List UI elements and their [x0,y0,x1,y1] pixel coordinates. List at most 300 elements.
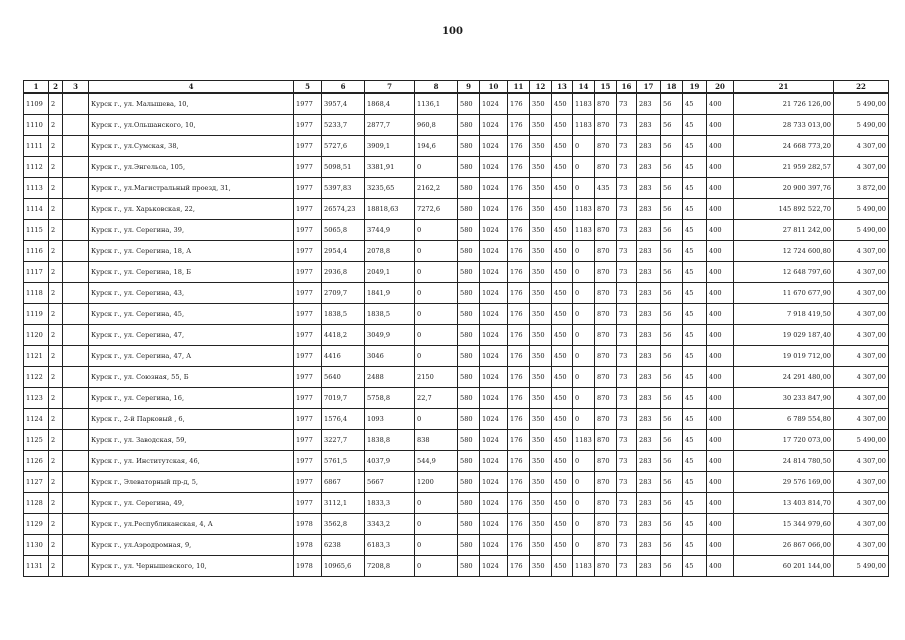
table-cell-col-1: 1126 [24,451,49,472]
table-cell-col-11: 176 [508,199,530,220]
table-cell-col-22: 5 490,00 [834,199,889,220]
table-cell-col-20: 400 [707,472,734,493]
table-cell-col-9: 580 [458,136,480,157]
table-cell-col-13: 450 [552,241,573,262]
table-cell-col-20: 400 [707,199,734,220]
table-cell-col-13: 450 [552,304,573,325]
table-cell-col-17: 283 [637,262,661,283]
table-cell-col-6: 5761,5 [322,451,365,472]
table-row [24,388,889,409]
table-cell-col-4: Курск г., ул. Серегина, 39, [89,220,294,241]
table-cell-col-11: 176 [508,556,530,577]
table-cell-col-15: 870 [595,157,617,178]
table-cell-col-7: 4037,9 [365,451,415,472]
table-cell-col-21: 15 344 979,60 [734,514,834,535]
table-cell-col-9: 580 [458,514,480,535]
table-cell-col-19: 45 [683,115,707,136]
table-cell-col-15: 870 [595,451,617,472]
table-cell-col-3 [63,136,89,157]
table-cell-col-16: 73 [617,199,637,220]
table-cell-col-14: 0 [573,241,595,262]
table-cell-col-18: 56 [661,535,683,556]
table-cell-col-16: 73 [617,451,637,472]
table-cell-col-17: 283 [637,367,661,388]
table-cell-col-12: 350 [530,178,552,199]
column-header-21: 21 [734,81,834,94]
table-cell-col-4: Курск г., ул.Аэродромная, 9, [89,535,294,556]
table-cell-col-17: 283 [637,304,661,325]
table-cell-col-12: 350 [530,241,552,262]
table-cell-col-8: 0 [415,220,458,241]
table-cell-col-4: Курск г., Элеваторный пр-д, 5, [89,472,294,493]
table-cell-col-2: 2 [49,304,63,325]
table-cell-col-5: 1978 [294,535,322,556]
table-cell-col-20: 400 [707,283,734,304]
table-cell-col-14: 0 [573,283,595,304]
table-cell-col-20: 400 [707,451,734,472]
table-cell-col-9: 580 [458,220,480,241]
table-cell-col-19: 45 [683,514,707,535]
table-cell-col-2: 2 [49,409,63,430]
column-header-15: 15 [595,81,617,94]
table-cell-col-15: 870 [595,493,617,514]
table-cell-col-1: 1127 [24,472,49,493]
table-cell-col-7: 1838,5 [365,304,415,325]
table-cell-col-13: 450 [552,93,573,115]
column-header-22: 22 [834,81,889,94]
table-cell-col-5: 1977 [294,409,322,430]
table-row [24,220,889,241]
table-cell-col-2: 2 [49,493,63,514]
table-cell-col-18: 56 [661,136,683,157]
table-cell-col-2: 2 [49,430,63,451]
table-cell-col-1: 1113 [24,178,49,199]
table-cell-col-9: 580 [458,325,480,346]
table-cell-col-13: 450 [552,346,573,367]
table-cell-col-14: 0 [573,325,595,346]
table-cell-col-5: 1977 [294,115,322,136]
table-cell-col-21: 21 959 282,57 [734,157,834,178]
table-cell-col-16: 73 [617,388,637,409]
table-cell-col-8: 544,9 [415,451,458,472]
table-cell-col-15: 870 [595,430,617,451]
table-cell-col-9: 580 [458,199,480,220]
table-cell-col-7: 3235,65 [365,178,415,199]
table-cell-col-4: Курск г., ул. Серегина, 47, А [89,346,294,367]
table-cell-col-6: 6867 [322,472,365,493]
table-cell-col-22: 3 872,00 [834,178,889,199]
table-cell-col-13: 450 [552,388,573,409]
table-cell-col-11: 176 [508,220,530,241]
table-cell-col-18: 56 [661,262,683,283]
table-cell-col-18: 56 [661,493,683,514]
column-header-19: 19 [683,81,707,94]
table-cell-col-15: 870 [595,241,617,262]
table-cell-col-2: 2 [49,262,63,283]
table-cell-col-22: 4 307,00 [834,157,889,178]
table-row [24,346,889,367]
table-cell-col-18: 56 [661,241,683,262]
table-cell-col-4: Курск г., ул. Харьковская, 22, [89,199,294,220]
table-cell-col-12: 350 [530,304,552,325]
table-cell-col-7: 1841,9 [365,283,415,304]
table-cell-col-20: 400 [707,556,734,577]
table-cell-col-11: 176 [508,115,530,136]
table-cell-col-19: 45 [683,367,707,388]
table-cell-col-1: 1115 [24,220,49,241]
table-cell-col-11: 176 [508,325,530,346]
table-cell-col-4: Курск г., ул.Сумская, 38, [89,136,294,157]
table-cell-col-6: 5727,6 [322,136,365,157]
table-cell-col-2: 2 [49,346,63,367]
table-cell-col-18: 56 [661,283,683,304]
table-cell-col-19: 45 [683,178,707,199]
table-cell-col-17: 283 [637,220,661,241]
table-cell-col-13: 450 [552,199,573,220]
table-cell-col-22: 4 307,00 [834,136,889,157]
table-cell-col-20: 400 [707,93,734,115]
table-row [24,556,889,577]
table-cell-col-3 [63,514,89,535]
table-cell-col-20: 400 [707,535,734,556]
table-cell-col-8: 0 [415,346,458,367]
table-cell-col-10: 1024 [480,535,508,556]
table-cell-col-20: 400 [707,241,734,262]
table-cell-col-4: Курск г., ул.Ольшанского, 10, [89,115,294,136]
table-cell-col-5: 1977 [294,451,322,472]
table-cell-col-5: 1977 [294,346,322,367]
table-cell-col-21: 24 814 780,50 [734,451,834,472]
table-cell-col-14: 1183 [573,556,595,577]
table-cell-col-5: 1977 [294,472,322,493]
table-row [24,535,889,556]
table-cell-col-10: 1024 [480,136,508,157]
table-cell-col-8: 0 [415,262,458,283]
table-cell-col-17: 283 [637,241,661,262]
table-cell-col-11: 176 [508,409,530,430]
table-cell-col-9: 580 [458,93,480,115]
table-cell-col-21: 28 733 013,00 [734,115,834,136]
table-cell-col-4: Курск г., ул. Институтская, 46, [89,451,294,472]
table-cell-col-16: 73 [617,493,637,514]
column-header-10: 10 [480,81,508,94]
table-cell-col-8: 960,8 [415,115,458,136]
table-cell-col-12: 350 [530,556,552,577]
table-cell-col-16: 73 [617,157,637,178]
table-cell-col-1: 1130 [24,535,49,556]
table-cell-col-19: 45 [683,157,707,178]
table-cell-col-7: 3744,9 [365,220,415,241]
table-row [24,451,889,472]
table-cell-col-5: 1977 [294,388,322,409]
table-cell-col-18: 56 [661,178,683,199]
table-cell-col-9: 580 [458,178,480,199]
table-cell-col-2: 2 [49,220,63,241]
table-cell-col-14: 0 [573,451,595,472]
table-cell-col-5: 1977 [294,430,322,451]
table-cell-col-13: 450 [552,472,573,493]
column-header-9: 9 [458,81,480,94]
table-cell-col-21: 24 291 480,00 [734,367,834,388]
table-cell-col-10: 1024 [480,451,508,472]
table-cell-col-11: 176 [508,241,530,262]
table-row [24,304,889,325]
table-cell-col-10: 1024 [480,283,508,304]
table-cell-col-3 [63,115,89,136]
table-cell-col-1: 1109 [24,93,49,115]
table-cell-col-17: 283 [637,93,661,115]
table-cell-col-21: 19 019 712,00 [734,346,834,367]
table-cell-col-14: 0 [573,178,595,199]
table-cell-col-1: 1121 [24,346,49,367]
table-cell-col-17: 283 [637,472,661,493]
column-header-14: 14 [573,81,595,94]
table-cell-col-20: 400 [707,178,734,199]
table-cell-col-8: 0 [415,409,458,430]
table-cell-col-8: 0 [415,283,458,304]
table-cell-col-18: 56 [661,472,683,493]
table-cell-col-9: 580 [458,346,480,367]
table-cell-col-16: 73 [617,178,637,199]
table-cell-col-3 [63,93,89,115]
table-cell-col-7: 2488 [365,367,415,388]
table-cell-col-10: 1024 [480,388,508,409]
table-cell-col-12: 350 [530,514,552,535]
table-cell-col-3 [63,556,89,577]
table-cell-col-13: 450 [552,136,573,157]
table-cell-col-3 [63,346,89,367]
table-cell-col-16: 73 [617,283,637,304]
table-cell-col-14: 1183 [573,93,595,115]
table-cell-col-5: 1977 [294,304,322,325]
table-cell-col-8: 2150 [415,367,458,388]
table-cell-col-17: 283 [637,178,661,199]
table-cell-col-9: 580 [458,451,480,472]
table-cell-col-4: Курск г., 2-й Парковый , 6, [89,409,294,430]
table-cell-col-14: 0 [573,367,595,388]
table-cell-col-6: 10965,6 [322,556,365,577]
table-cell-col-2: 2 [49,199,63,220]
table-cell-col-6: 2709,7 [322,283,365,304]
table-cell-col-6: 7019,7 [322,388,365,409]
table-row [24,514,889,535]
table-cell-col-19: 45 [683,493,707,514]
table-cell-col-12: 350 [530,472,552,493]
table-cell-col-6: 6238 [322,535,365,556]
table-cell-col-21: 29 576 169,00 [734,472,834,493]
table-cell-col-3 [63,388,89,409]
table-cell-col-16: 73 [617,262,637,283]
table-cell-col-20: 400 [707,325,734,346]
column-header-7: 7 [365,81,415,94]
table-cell-col-4: Курск г., ул.Республиканская, 4, А [89,514,294,535]
column-header-17: 17 [637,81,661,94]
table-cell-col-4: Курск г., ул. Союзная, 55, Б [89,367,294,388]
table-cell-col-22: 4 307,00 [834,241,889,262]
table-cell-col-3 [63,157,89,178]
table-cell-col-22: 4 307,00 [834,304,889,325]
table-row [24,325,889,346]
table-cell-col-5: 1977 [294,493,322,514]
table-cell-col-15: 870 [595,556,617,577]
table-cell-col-16: 73 [617,472,637,493]
table-cell-col-10: 1024 [480,556,508,577]
table-cell-col-16: 73 [617,220,637,241]
table-cell-col-20: 400 [707,493,734,514]
table-cell-col-8: 0 [415,304,458,325]
table-cell-col-12: 350 [530,325,552,346]
table-cell-col-14: 0 [573,514,595,535]
table-cell-col-20: 400 [707,388,734,409]
table-cell-col-22: 4 307,00 [834,409,889,430]
table-cell-col-10: 1024 [480,367,508,388]
table-cell-col-3 [63,472,89,493]
table-cell-col-1: 1129 [24,514,49,535]
table-cell-col-5: 1977 [294,283,322,304]
table-cell-col-8: 1136,1 [415,93,458,115]
table-cell-col-4: Курск г., ул.Магистральный проезд, 31, [89,178,294,199]
table-cell-col-3 [63,241,89,262]
table-cell-col-11: 176 [508,535,530,556]
table-cell-col-3 [63,304,89,325]
table-cell-col-22: 5 490,00 [834,93,889,115]
table-cell-col-20: 400 [707,262,734,283]
table-cell-col-16: 73 [617,93,637,115]
table-cell-col-19: 45 [683,262,707,283]
table-cell-col-5: 1977 [294,93,322,115]
table-cell-col-22: 4 307,00 [834,472,889,493]
table-cell-col-19: 45 [683,472,707,493]
column-header-6: 6 [322,81,365,94]
table-cell-col-2: 2 [49,157,63,178]
table-cell-col-18: 56 [661,220,683,241]
table-cell-col-15: 870 [595,346,617,367]
table-row [24,199,889,220]
table-cell-col-19: 45 [683,535,707,556]
table-cell-col-19: 45 [683,304,707,325]
table-cell-col-1: 1118 [24,283,49,304]
table-cell-col-21: 60 201 144,00 [734,556,834,577]
table-cell-col-8: 0 [415,325,458,346]
table-cell-col-17: 283 [637,514,661,535]
table-cell-col-1: 1124 [24,409,49,430]
table-cell-col-18: 56 [661,93,683,115]
table-cell-col-6: 3227,7 [322,430,365,451]
table-cell-col-14: 0 [573,388,595,409]
table-row [24,93,889,115]
table-cell-col-19: 45 [683,388,707,409]
table-cell-col-13: 450 [552,535,573,556]
table-cell-col-6: 1576,4 [322,409,365,430]
table-cell-col-21: 12 648 797,60 [734,262,834,283]
table-cell-col-15: 435 [595,178,617,199]
table-cell-col-21: 21 726 126,00 [734,93,834,115]
table-cell-col-6: 5397,83 [322,178,365,199]
table-cell-col-1: 1125 [24,430,49,451]
column-header-8: 8 [415,81,458,94]
table-cell-col-20: 400 [707,367,734,388]
table-cell-col-21: 30 233 847,90 [734,388,834,409]
table-cell-col-2: 2 [49,556,63,577]
table-cell-col-7: 6183,3 [365,535,415,556]
table-cell-col-11: 176 [508,157,530,178]
table-cell-col-7: 1093 [365,409,415,430]
column-header-3: 3 [63,81,89,94]
table-cell-col-18: 56 [661,115,683,136]
table-cell-col-3 [63,451,89,472]
table-cell-col-2: 2 [49,93,63,115]
table-cell-col-8: 7272,6 [415,199,458,220]
table-cell-col-19: 45 [683,409,707,430]
table-cell-col-20: 400 [707,346,734,367]
table-cell-col-14: 0 [573,304,595,325]
table-cell-col-18: 56 [661,346,683,367]
table-cell-col-22: 4 307,00 [834,451,889,472]
table-cell-col-10: 1024 [480,346,508,367]
table-cell-col-10: 1024 [480,220,508,241]
table-cell-col-18: 56 [661,514,683,535]
table-cell-col-12: 350 [530,220,552,241]
table-cell-col-17: 283 [637,346,661,367]
table-cell-col-17: 283 [637,157,661,178]
table-cell-col-9: 580 [458,535,480,556]
table-cell-col-6: 5233,7 [322,115,365,136]
table-row [24,367,889,388]
table-cell-col-12: 350 [530,388,552,409]
table-cell-col-10: 1024 [480,493,508,514]
table-cell-col-3 [63,325,89,346]
table-cell-col-6: 3957,4 [322,93,365,115]
table-cell-col-22: 5 490,00 [834,556,889,577]
table-cell-col-6: 5098,51 [322,157,365,178]
table-cell-col-19: 45 [683,346,707,367]
table-row [24,472,889,493]
table-cell-col-13: 450 [552,556,573,577]
table-cell-col-19: 45 [683,199,707,220]
table-cell-col-15: 870 [595,535,617,556]
table-row [24,262,889,283]
table-cell-col-3 [63,178,89,199]
table-cell-col-9: 580 [458,157,480,178]
table-cell-col-14: 1183 [573,115,595,136]
table-cell-col-18: 56 [661,430,683,451]
table-cell-col-8: 0 [415,514,458,535]
column-header-16: 16 [617,81,637,94]
table-cell-col-7: 7208,8 [365,556,415,577]
table-cell-col-9: 580 [458,367,480,388]
table-cell-col-11: 176 [508,178,530,199]
table-cell-col-16: 73 [617,535,637,556]
table-cell-col-8: 0 [415,535,458,556]
column-header-11: 11 [508,81,530,94]
table-cell-col-12: 350 [530,262,552,283]
table-row [24,157,889,178]
table-cell-col-13: 450 [552,367,573,388]
table-cell-col-21: 17 720 073,00 [734,430,834,451]
table-cell-col-4: Курск г., ул. Заводская, 59, [89,430,294,451]
table-cell-col-10: 1024 [480,514,508,535]
table-cell-col-7: 2877,7 [365,115,415,136]
table-cell-col-17: 283 [637,451,661,472]
table-cell-col-15: 870 [595,409,617,430]
table-cell-col-18: 56 [661,367,683,388]
table-cell-col-21: 6 789 554,80 [734,409,834,430]
table-cell-col-2: 2 [49,241,63,262]
table-body [24,93,889,577]
table-cell-col-5: 1977 [294,157,322,178]
table-cell-col-22: 4 307,00 [834,388,889,409]
table-cell-col-3 [63,367,89,388]
